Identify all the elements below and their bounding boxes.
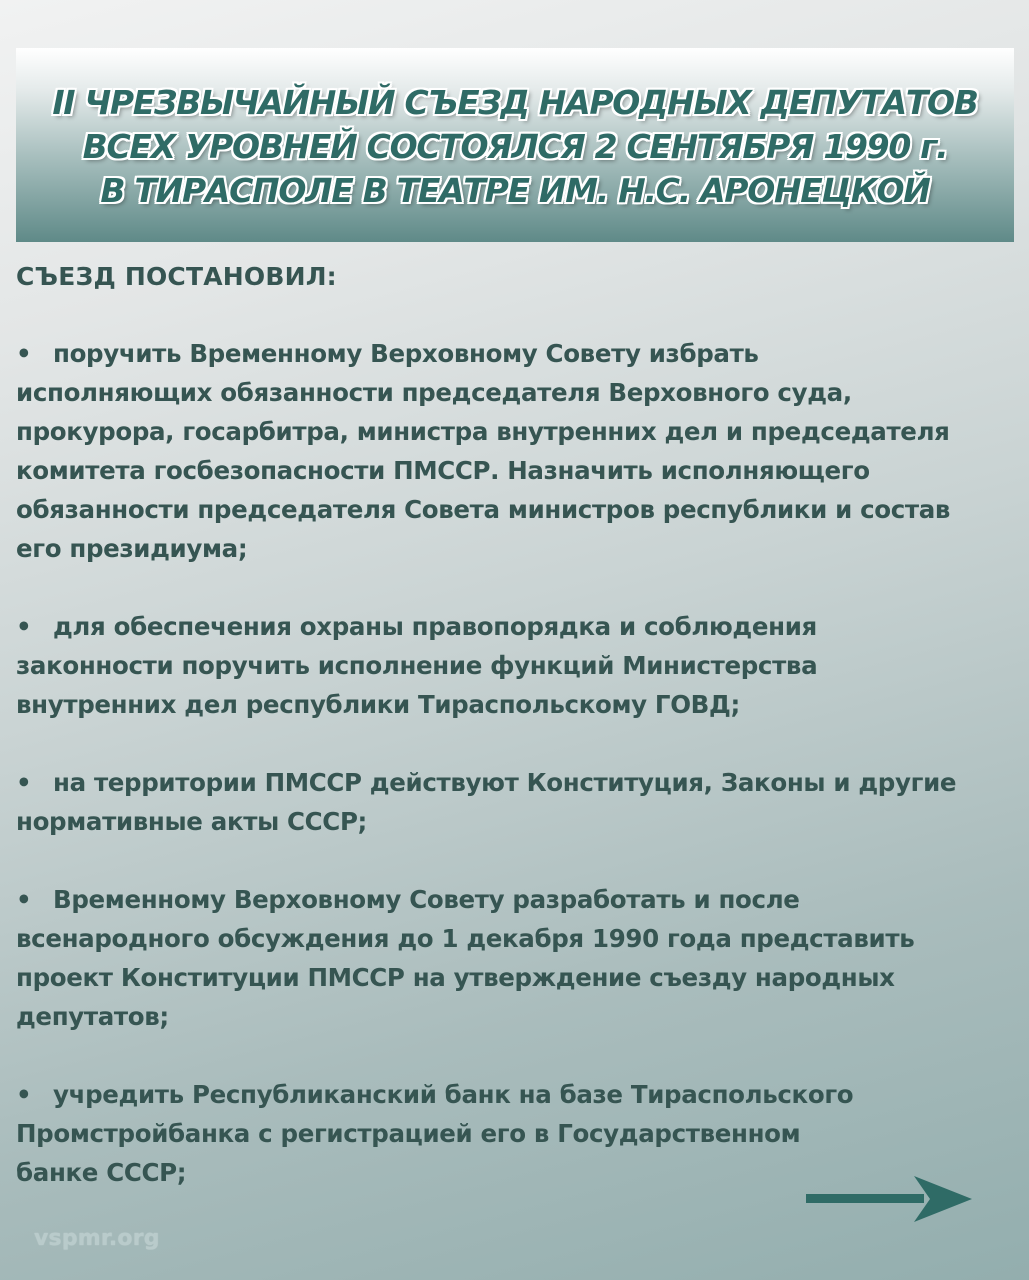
banner-line-2: ВСЕХ УРОВНЕЙ СОСТОЯЛСЯ 2 СЕНТЯБРЯ 1990 г.: [82, 127, 948, 166]
bullet-icon: •: [16, 612, 32, 641]
title-banner: [16, 48, 1014, 242]
item-line: Временному Верховному Совету разработать и после: [53, 885, 800, 914]
item-line: поручить Временному Верховному Совету избрать: [53, 339, 759, 368]
section-heading: СЪЕЗД ПОСТАНОВИЛ:: [16, 262, 337, 291]
resolution-body: [16, 258, 1016, 1192]
item-line: внутренних дел республики Тираспольскому ГОВД;: [16, 690, 740, 719]
list-item: [16, 607, 1016, 724]
banner-line-1: II ЧРЕЗВЫЧАЙНЫЙ СЪЕЗД НАРОДНЫХ ДЕПУТАТОВ: [52, 83, 978, 122]
bullet-icon: •: [16, 885, 32, 914]
arrow-right-icon[interactable]: [804, 1174, 974, 1224]
item-line: проект Конституции ПМССР на утверждение съезду народных: [16, 963, 895, 992]
item-line: Промстройбанка с регистрацией его в Государственном: [16, 1119, 801, 1148]
item-line: законности поручить исполнение функций Министерства: [16, 651, 818, 680]
item-line: исполняющих обязанности председателя Верховного суда,: [16, 378, 852, 407]
site-watermark: vspmr.org: [34, 1226, 160, 1251]
item-line: на территории ПМССР действуют Конституция, Законы и другие: [53, 768, 957, 797]
banner-line-3: В ТИРАСПОЛЕ В ТЕАТРЕ ИМ. Н.С. АРОНЕЦКОЙ: [100, 171, 930, 210]
item-line: комитета госбезопасности ПМССР. Назначить исполняющего: [16, 456, 870, 485]
item-line: учредить Республиканский банк на базе Тираспольского: [53, 1080, 854, 1109]
item-line: обязанности председателя Совета министров республики и состав: [16, 495, 951, 524]
bullet-icon: •: [16, 1080, 32, 1109]
item-line: для обеспечения охраны правопорядка и соблюдения: [53, 612, 817, 641]
bullet-icon: •: [16, 339, 32, 368]
list-item: [16, 334, 1016, 568]
item-line: его президиума;: [16, 534, 248, 563]
item-line: всенародного обсуждения до 1 декабря 1990 года представить: [16, 924, 915, 953]
bullet-icon: •: [16, 768, 32, 797]
list-item: [16, 763, 1016, 841]
item-line: прокурора, госарбитра, министра внутренних дел и председателя: [16, 417, 950, 446]
item-line: нормативные акты СССР;: [16, 807, 367, 836]
item-line: банке СССР;: [16, 1158, 187, 1187]
list-item: [16, 880, 1016, 1036]
item-line: депутатов;: [16, 1002, 169, 1031]
